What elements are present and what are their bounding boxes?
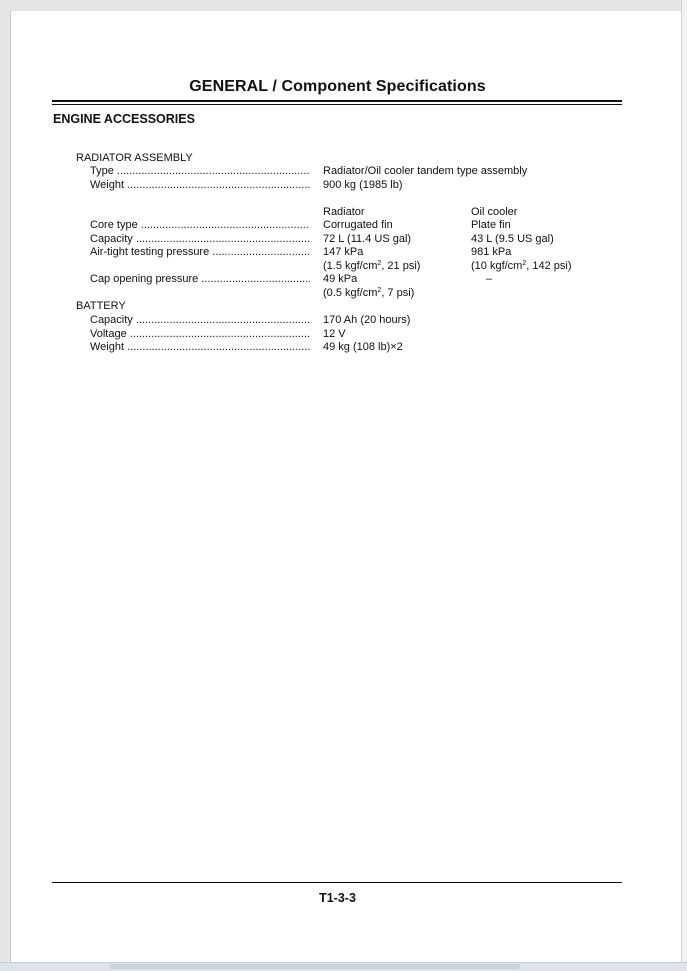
battery-weight-label: Weight ..... <box>90 341 310 354</box>
radiator-heading: RADIATOR ASSEMBLY <box>76 152 193 164</box>
radiator-type-label: Type ..... <box>90 165 310 178</box>
battery-voltage-label: Voltage ..... <box>90 328 310 341</box>
cap-opening-pressure-label: Cap opening pressure ..... <box>90 273 310 286</box>
radiator-type-value: Radiator/Oil cooler tandem type assembly <box>323 165 528 177</box>
title-rule-thick <box>52 100 622 102</box>
core-type-radiator: Corrugated fin <box>323 219 393 231</box>
radiator-weight-value: 900 kg (1985 lb) <box>323 179 403 191</box>
title-rule-thin <box>52 104 622 105</box>
scrollbar-thumb[interactable] <box>110 964 520 969</box>
battery-weight-value: 49 kg (108 lb)×2 <box>323 341 403 353</box>
battery-voltage-value: 12 V <box>323 328 346 340</box>
cap-opening-pressure-conversion: (0.5 kgf/$cm^2$, 7 psi) <box>323 287 415 299</box>
page-number: T1-3-3 <box>319 891 356 905</box>
airtight-pressure-label: Air-tight testing pressure ..... <box>90 246 310 259</box>
capacity-oil-cooler: 43 L (9.5 US gal) <box>471 233 554 245</box>
airtight-pressure-radiator-conversion: (1.5 kgf/$cm^2$, 21 psi) <box>323 260 421 272</box>
airtight-pressure-oil-cooler: 981 kPa <box>471 246 512 258</box>
core-type-oil-cooler: Plate fin <box>471 219 511 231</box>
column-header-oil-cooler: Oil cooler <box>471 206 518 218</box>
battery-capacity-value: 170 Ah (20 hours) <box>323 314 411 326</box>
page-title: GENERAL / Component Specifications <box>189 78 486 95</box>
cap-opening-pressure-oil-cooler: – <box>486 273 493 285</box>
footer-rule <box>52 882 622 883</box>
column-header-radiator: Radiator <box>323 206 365 218</box>
airtight-pressure-radiator: 147 kPa <box>323 246 364 258</box>
cap-opening-pressure-radiator: 49 kPa <box>323 273 358 285</box>
section-heading: ENGINE ACCESSORIES <box>53 112 195 126</box>
airtight-pressure-oil-cooler-conversion: (10 kgf/$cm^2$, 142 psi) <box>471 260 572 272</box>
capacity-label: Capacity ..... <box>90 233 310 246</box>
capacity-radiator: 72 L (11.4 US gal) <box>323 233 412 245</box>
vertical-scrollbar[interactable] <box>681 0 687 970</box>
core-type-label: Core type ..... <box>90 219 310 232</box>
battery-capacity-label: Capacity ..... <box>90 314 310 327</box>
radiator-weight-label: Weight ..... <box>90 179 310 192</box>
battery-heading: BATTERY <box>76 300 126 312</box>
